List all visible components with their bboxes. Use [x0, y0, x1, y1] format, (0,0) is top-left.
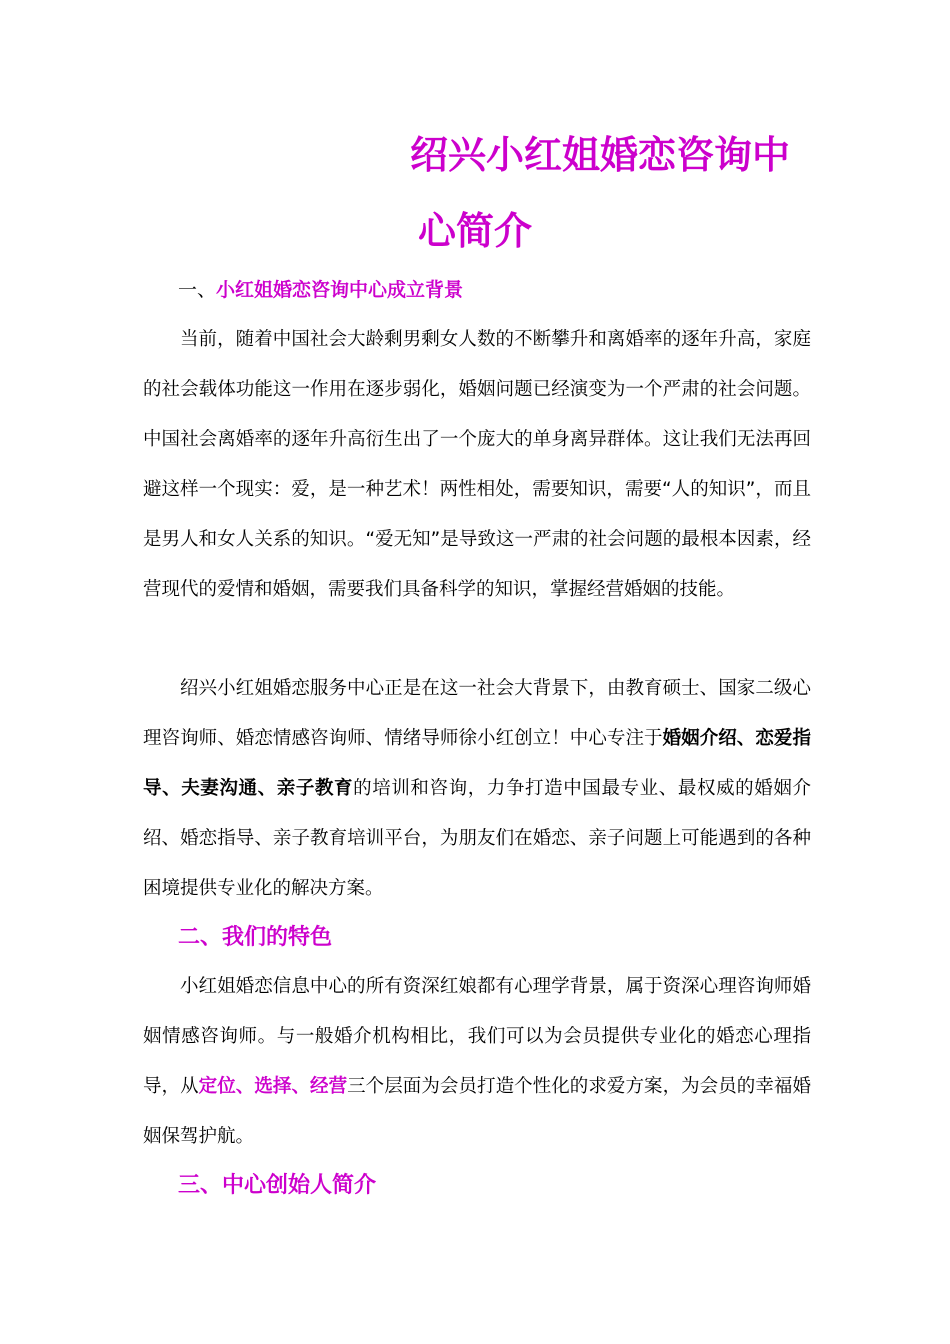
section-heading-founder: 三、中心创始人简介	[178, 1173, 377, 1198]
paragraph-features	[143, 962, 811, 1162]
paragraph-background: 当前，随着中国社会大龄剩男剩女人数的不断攀升和离婚率的逐年升高，家庭的社会载体功能这一作用在逐步弱化，婚姻问题已经演变为一个严肃的社会问题。中国社会离婚率的逐年升高衍生出了一个庞大的单身离异群体。这让我们无法再回避这样一个现实：爱，是一种艺术！两性相处，需要知识，需要“人的知识”，而且是男人和女人关系的知识。“爱无知”是导致这一严肃的社会问题的最根本因素，经营现代的爱情和婚姻，需要我们具备科学的知识，掌握经营婚姻的技能。	[143, 329, 811, 600]
document-title-line-2: 心简介	[418, 209, 533, 253]
section-heading-background	[178, 281, 463, 300]
paragraph-text: 小红姐婚恋信息中心的所有资深红娘都有心理学背景，属于资深心理咨询师婚姻情感咨询师。与一般婚介机构相比，我们可以为会员提供专业化的婚恋心理指导，从	[143, 976, 811, 1097]
section-label: 小红姐婚恋咨询中心成立背景	[216, 279, 464, 301]
document-title-line-1: 绍兴小红姐婚恋咨询中	[410, 133, 791, 177]
paragraph-text: 的培训和咨询，力争打造中国最专业、最权威的婚姻介绍、婚恋指导、亲子教育培训平台，为朋友们在婚恋、亲子问题上可能遇到的各种困境提供专业化的解决方案。	[143, 778, 811, 899]
paragraph-text: 绍兴小红姐婚恋服务中心正是在这一社会大背景下，由教育硕士、国家二级心理咨询师、婚恋情感咨询师、情绪导师徐小红创立！中心专注于	[143, 678, 811, 749]
paragraph-bold-services: 婚姻介绍、恋爱指导、夫妻沟通、亲子教育	[143, 728, 811, 799]
paragraph-text: 三个层面为会员打造个性化的求爱方案，为会员的幸福婚姻保驾护航。	[143, 1076, 811, 1147]
section-heading-features: 二、我们的特色	[178, 925, 333, 950]
section-number: 一、	[178, 279, 217, 301]
paragraph-founding	[143, 664, 811, 914]
paragraph-highlight: 定位、选择、经营	[198, 1076, 348, 1097]
